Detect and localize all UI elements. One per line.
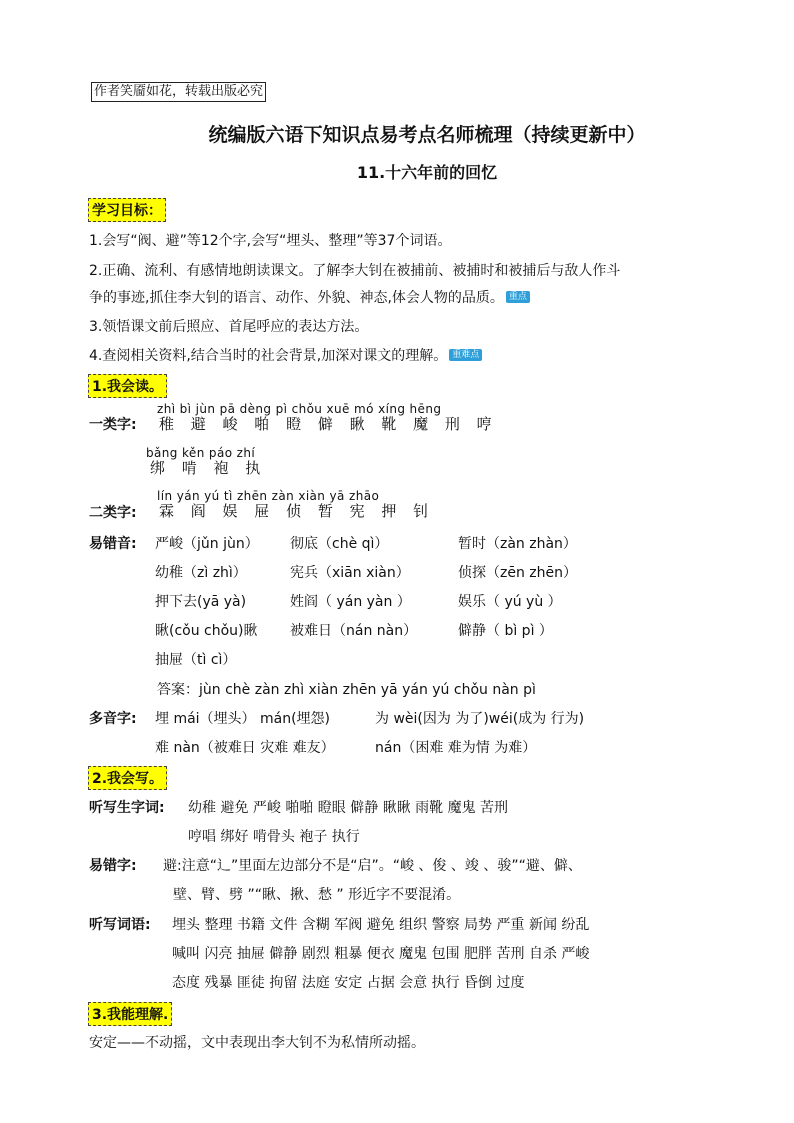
class2-chars: 霖 阎 娱 屉 侦 暂 宪 押 钊 [159, 502, 435, 520]
goal-item-2-line-1: 2.正确、流利、有感情地朗读课文。了解李大钊在被捕前、被捕时和被捕后与敌人作斗 [89, 263, 621, 279]
yicuo-cell: 严峻（jǔn jùn） [155, 536, 259, 552]
class1-chars-b: 绑 啃 袍 执 [150, 459, 267, 477]
duoyin-row2-b: nán（困难 难为情 为难） [375, 740, 537, 756]
read-heading: 1.我会读。 [88, 374, 167, 398]
goal-item-4 [89, 345, 482, 365]
ciyu-line-3: 态度 残暴 匪徒 拘留 法庭 安定 占据 会意 执行 昏倒 过度 [172, 975, 525, 991]
yicuozi-label: 易错字: [89, 858, 137, 874]
class1-chars-a: 稚 避 峻 啪 瞪 僻 瞅 靴 魔 刑 哼 [159, 415, 498, 433]
duoyin-row1-b: 为 wèi(因为 为了)wéi(成为 行为) [375, 711, 585, 727]
page-title: 统编版六语下知识点易考点名师梳理（持续更新中） [208, 124, 646, 146]
goal-item-2-line-2 [89, 287, 530, 307]
yicuo-answer: 答案：jùn chè zàn zhì xiàn zhēn yā yán yú chǒu nàn pì [157, 682, 536, 698]
key-point-tag: 重点 [506, 291, 530, 303]
class1-pinyin-b: bǎng kěn páo zhí [146, 446, 256, 460]
understand-line-1: 安定——不动摇，文中表现出李大钊不为私情所动摇。 [89, 1035, 425, 1051]
author-note: 作者笑靥如花，转载出版必究 [91, 82, 266, 102]
yicuo-cell: 彻底（chè qì） [290, 536, 389, 552]
yicuozi-line-1: 避:注意“辶”里面左边部分不是“启”。“峻 、俊 、竣 、骏”“避、僻、 [163, 858, 582, 874]
duoyin-row2-a: 难 nàn（被难日 灾难 难友） [155, 740, 335, 756]
yicuozi-line-2: 壁、臂、劈 ”“瞅、揪、愁 ” 形近字不要混淆。 [173, 887, 461, 903]
goal-item-2-text: 争的事迹,抓住李大钊的语言、动作、外貌、神态,体会人物的品质。 [89, 290, 504, 306]
ciyu-line-1: 埋头 整理 书籍 文件 含糊 军阀 避免 组织 警察 局势 严重 新闻 纷乱 [172, 917, 590, 933]
duoyin-row1-a: 埋 mái（埋头） mán(埋怨) [155, 711, 331, 727]
yicuo-cell: 押下去(yā yà) [155, 594, 247, 610]
yicuo-cell: 被难日（nán nàn） [290, 623, 418, 639]
class1-pinyin-a: zhì bì jùn pā dèng pì chǒu xuē mó xíng hēng [157, 402, 442, 416]
yicuo-cell: 僻静（ bì pì ） [458, 623, 553, 639]
yicuo-label: 易错音: [89, 536, 137, 552]
duoyin-label: 多音字: [89, 711, 137, 727]
yicuo-cell: 侦探（zēn zhēn） [458, 565, 577, 581]
yicuo-cell: 幼稚（zì zhì） [155, 565, 247, 581]
class1-label: 一类字: [89, 417, 137, 433]
tingxie-label: 听写生字词: [89, 800, 165, 816]
yicuo-cell: 瞅(cǒu chǒu)瞅 [155, 623, 258, 639]
lesson-title: 11.十六年前的回忆 [356, 163, 498, 182]
ciyu-line-2: 喊叫 闪亮 抽屉 僻静 剧烈 粗暴 便衣 魔鬼 包围 肥胖 苦刑 自杀 严峻 [172, 946, 590, 962]
tingxie-line-2: 哼唱 绑好 啃骨头 袍子 执行 [188, 829, 360, 845]
yicuo-cell: 姓阎（ yán yàn ） [290, 594, 411, 610]
write-heading: 2.我会写。 [88, 766, 167, 790]
yicuo-cell: 娱乐（ yú yù ） [458, 594, 562, 610]
goal-item-3: 3.领悟课文前后照应、首尾呼应的表达方法。 [89, 319, 369, 335]
class2-pinyin: lín yán yú tì zhēn zàn xiàn yā zhāo [157, 489, 380, 503]
ciyu-label: 听写词语: [89, 917, 151, 933]
class2-label: 二类字: [89, 505, 137, 521]
yicuo-cell: 暂时（zàn zhàn） [458, 536, 577, 552]
yicuo-cell: 宪兵（xiān xiàn） [290, 565, 410, 581]
goal-item-1: 1.会写“阀、避”等12个字,会写“埋头、整理”等37个词语。 [89, 233, 452, 249]
tingxie-line-1: 幼稚 避免 严峻 啪啪 瞪眼 僻静 瞅瞅 雨靴 魔鬼 苦刑 [188, 800, 509, 816]
yicuo-cell: 抽屉（tì cì） [155, 652, 237, 668]
difficult-point-tag: 重难点 [449, 349, 482, 361]
goal-item-4-text: 4.查阅相关资料,结合当时的社会背景,加深对课文的理解。 [89, 348, 448, 364]
understand-heading: 3.我能理解. [88, 1002, 172, 1026]
goals-heading: 学习目标： [88, 198, 166, 222]
